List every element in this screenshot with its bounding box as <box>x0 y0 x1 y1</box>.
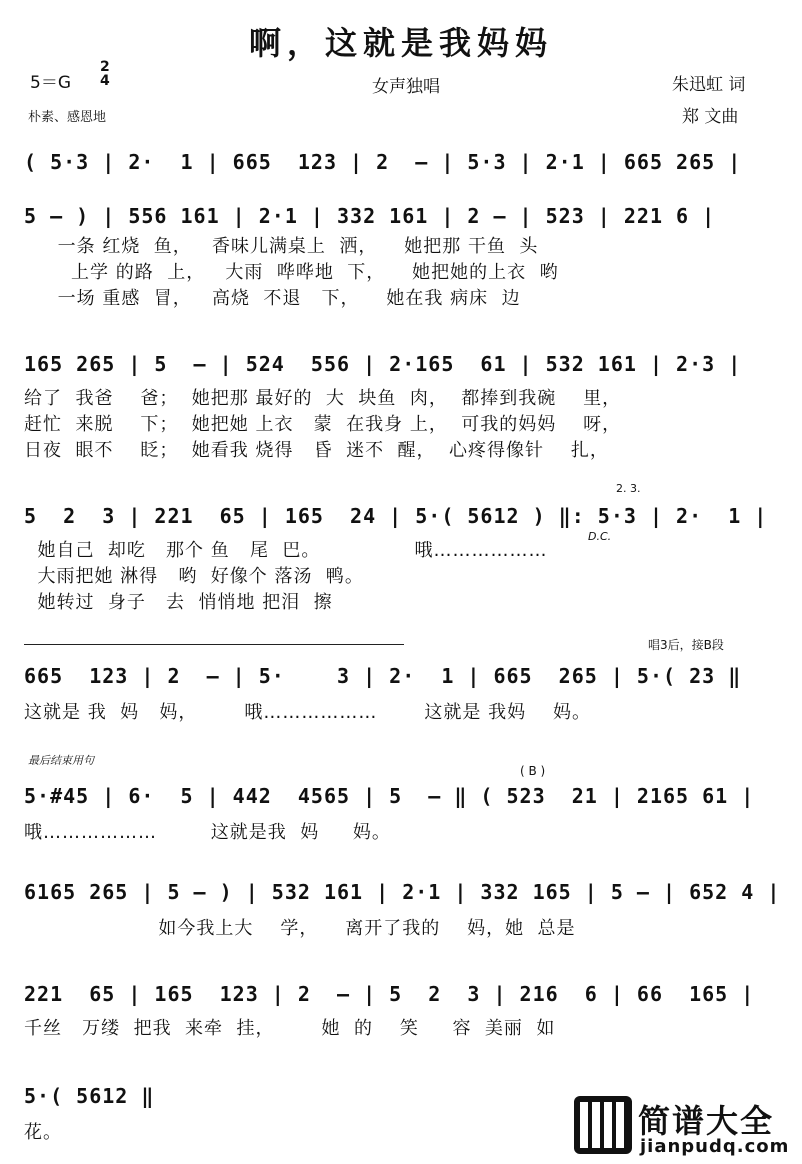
section-divider <box>24 644 404 645</box>
lyric-verse-1: 一条 红烧 鱼， 香味儿满桌上 洒， 她把那 干鱼 头 <box>24 236 539 257</box>
time-signature-bottom: 4 <box>100 73 110 89</box>
lyric-verse-2: 赶忙 来脱 下； 她把她 上衣 蒙 在我身 上， 可我的妈妈 呀， <box>24 414 622 435</box>
lyric-verse-3: 她转过 身子 去 悄悄地 把泪 擦 <box>24 592 333 613</box>
lyric-final: 花。 <box>24 1122 62 1143</box>
notation-line: 6165 265 | 5 — ) | 532 161 | 2·1 | 332 165 | 5 — | 652 4 | <box>24 880 781 904</box>
notation-line: 221 65 | 165 123 | 2 — | 5 2 3 | 216 6 | 66 165 | <box>24 982 755 1006</box>
notation-line: ( 5·3 | 2· 1 | 665 123 | 2 — | 5·3 | 2·1 | 665 265 | <box>24 150 742 174</box>
expression-marking: 朴素、感恩地 <box>28 110 107 125</box>
volta-marking: 2. 3. <box>616 482 641 495</box>
notation-line: 5·#45 | 6· 5 | 442 4565 | 5 — ‖ ( 523 21 | 2165 61 | <box>24 784 755 808</box>
piano-keys-icon <box>574 1096 632 1154</box>
notation-line: 5 — ) | 556 161 | 2·1 | 332 161 | 2 — | 523 | 221 6 | <box>24 204 716 228</box>
ending-phrase-note: 最后结束用句 <box>28 754 94 767</box>
after-verse-3-note: 唱3后，接B段 <box>648 638 724 652</box>
notation-line: 5·( 5612 ‖ <box>24 1084 155 1108</box>
time-signature-top: 2 <box>100 59 110 75</box>
lyric-verse-1: 她自己 却吃 那个 鱼 尾 巴。 哦……………… <box>24 540 548 561</box>
lyric-section-b: 千丝 万缕 把我 来牵 挂， 她 的 笑 容 美丽 如 <box>24 1018 556 1039</box>
lyric-verse-1: 给了 我爸 爸； 她把那 最好的 大 块鱼 肉， 都捧到我碗 里， <box>24 388 622 409</box>
notation-line: 665 123 | 2 — | 5· 3 | 2· 1 | 665 265 | 5·( 23 ‖ <box>24 664 742 688</box>
lyric-verse-2: 上学 的路 上， 大雨 哗哗地 下， 她把她的上衣 哟 <box>24 262 559 283</box>
lyric-refrain: 哦……………… 这就是我 妈 妈。 <box>24 822 391 843</box>
logo-url: jianpudq.com <box>640 1136 790 1157</box>
song-title: 啊，这就是我妈妈 <box>248 24 553 62</box>
lyric-section-b: 如今我上大 学， 离开了我的 妈，她 总是 <box>24 918 576 939</box>
lyric-verse-3: 日夜 眼不 眨； 她看我 烧得 昏 迷不 醒， 心疼得像针 扎， <box>24 440 609 461</box>
key-signature: 5＝G <box>30 73 71 93</box>
lyric-verse-2: 大雨把她 淋得 哟 好像个 落汤 鸭。 <box>24 566 364 587</box>
lyric-verse-3: 一场 重感 冒， 高烧 不退 下， 她在我 病床 边 <box>24 288 521 309</box>
notation-line: 5 2 3 | 221 65 | 165 24 | 5·( 5612 ) ‖: 5·3 | 2· 1 | <box>24 504 768 528</box>
site-logo <box>574 1096 794 1158</box>
section-b-label: ( B ) <box>520 764 546 778</box>
lyric-refrain: 这就是 我 妈 妈， 哦……………… 这就是 我妈 妈。 <box>24 702 592 723</box>
time-signature <box>100 60 110 88</box>
notation-line: 165 265 | 5 — | 524 556 | 2·165 61 | 532 161 | 2·3 | <box>24 352 742 376</box>
dc-marking: D.C. <box>588 530 612 543</box>
performance-type: 女声独唱 <box>372 77 440 97</box>
logo-name: 简谱大全 <box>638 1102 775 1140</box>
composer: 郑 文曲 <box>682 107 739 127</box>
lyricist: 朱迅虹 词 <box>672 75 746 95</box>
